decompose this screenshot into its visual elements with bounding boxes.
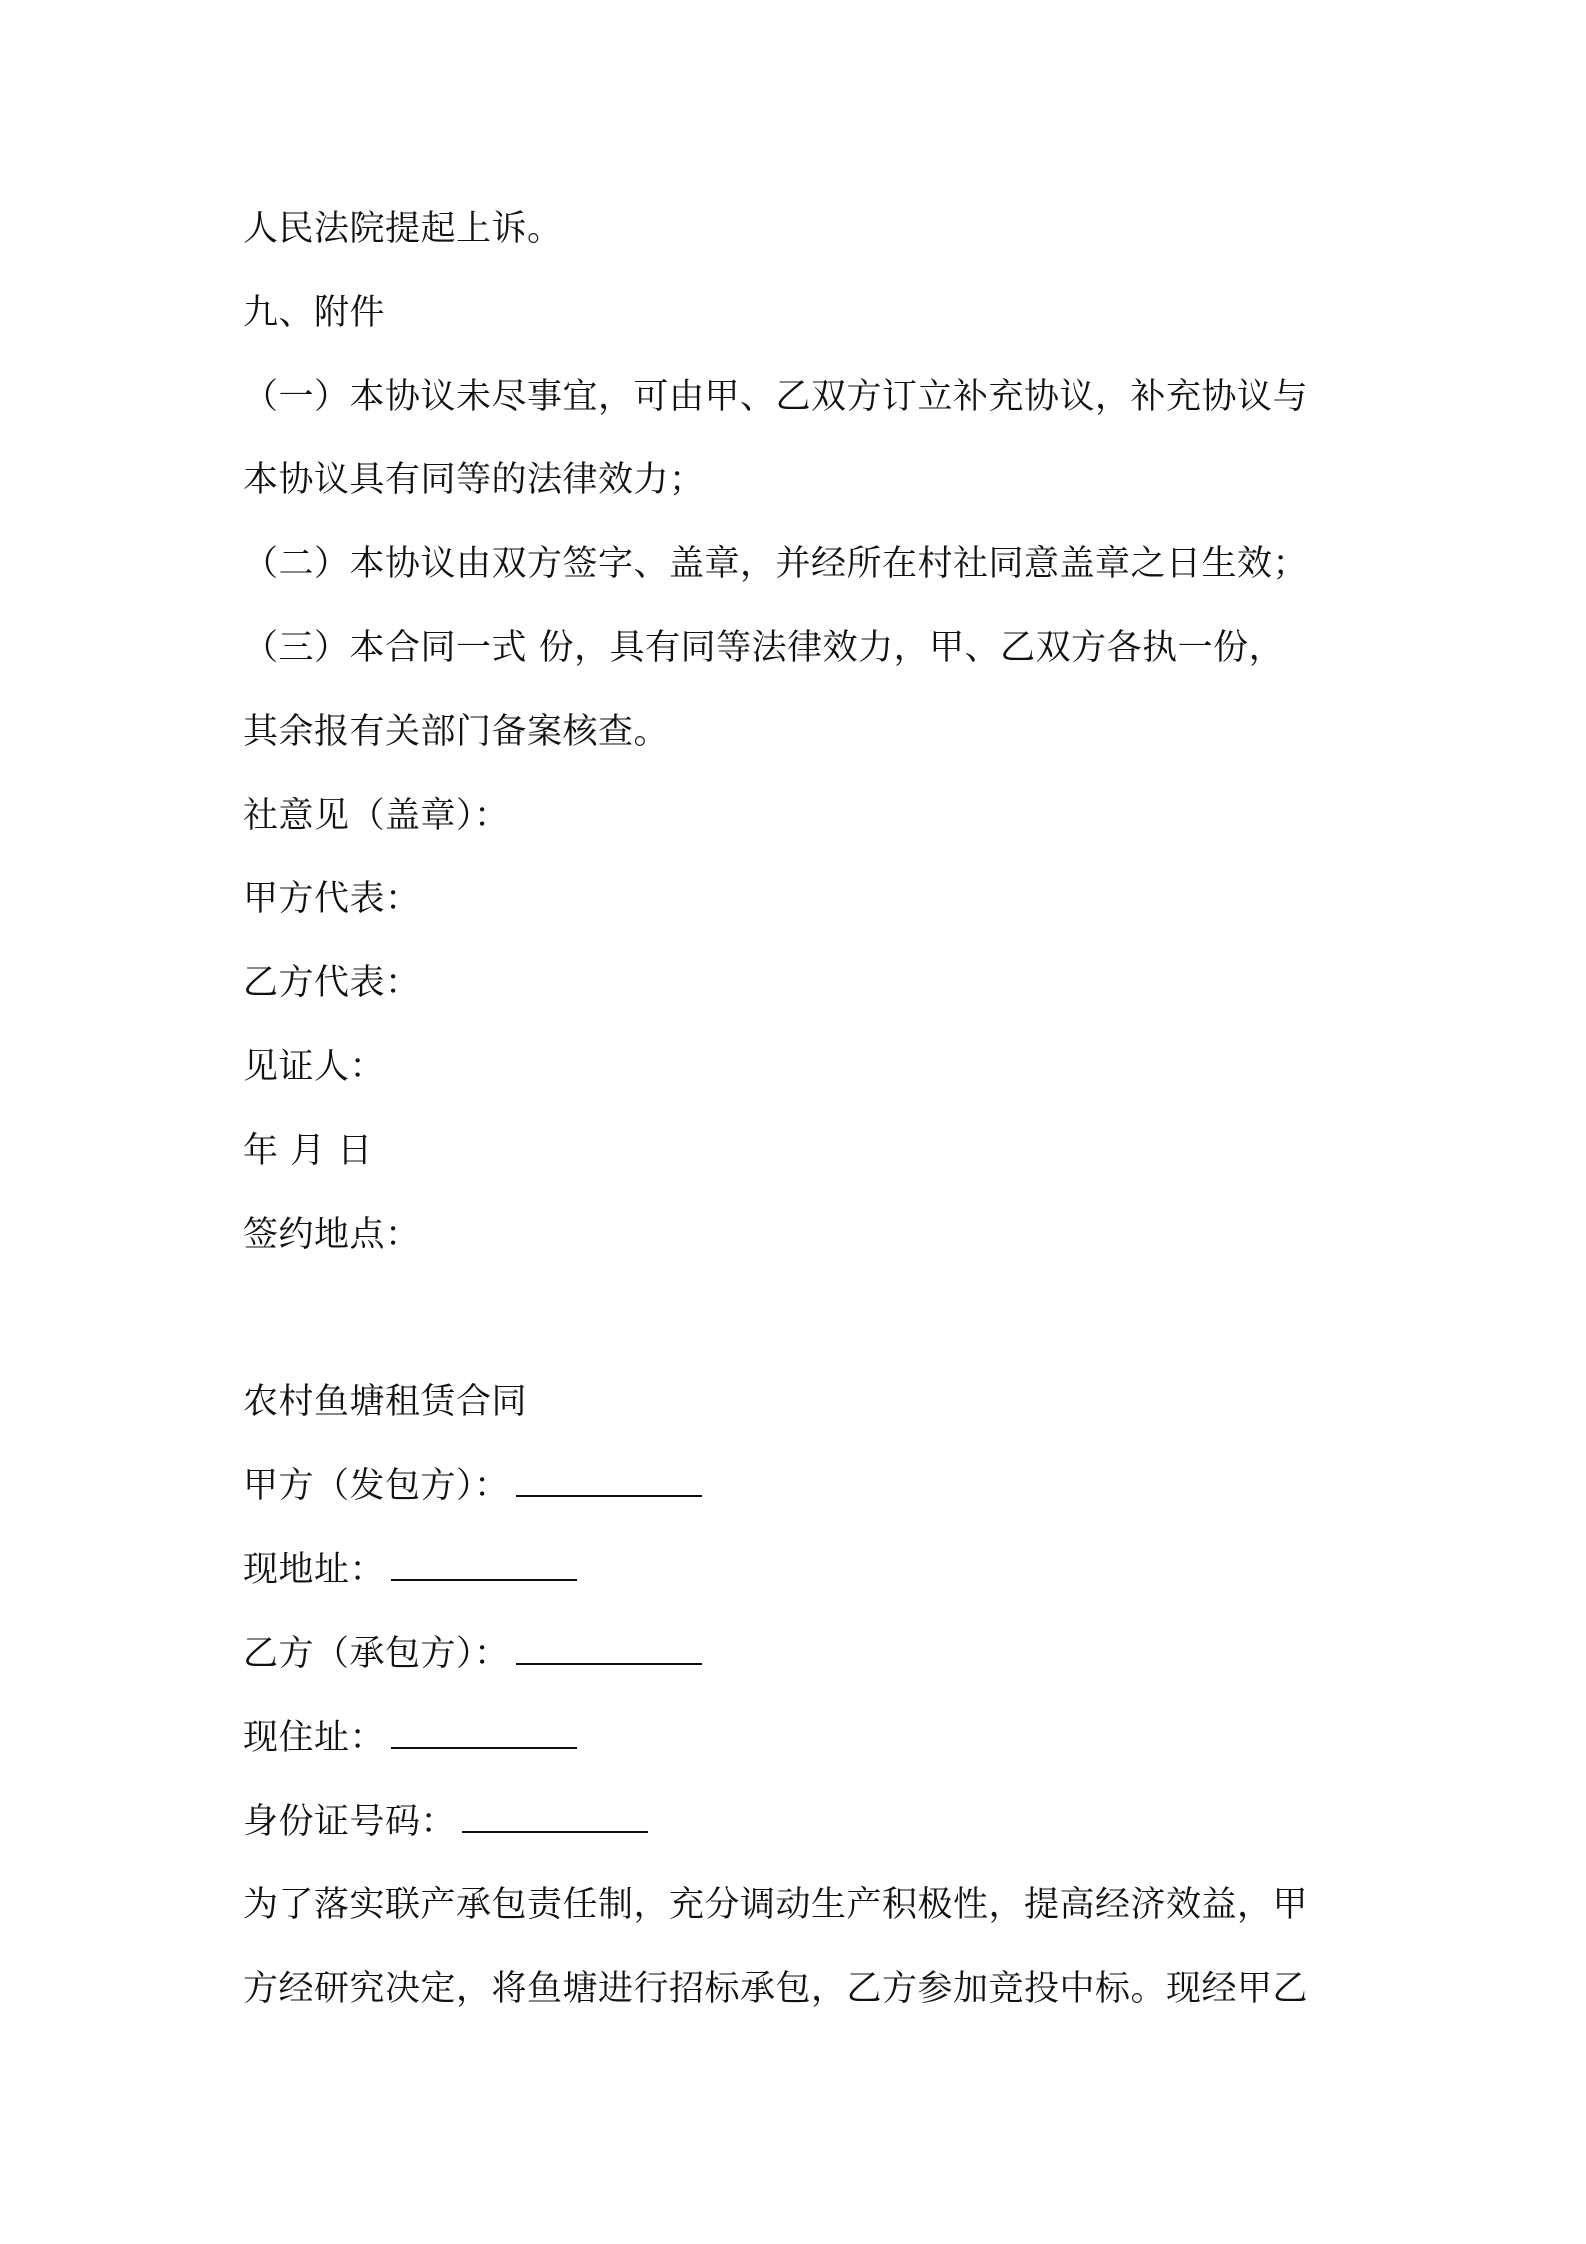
field-party-a xyxy=(243,1464,702,1508)
clause-3-line-1: （三）本合同一式 份，具有同等法律效力，甲、乙双方各执一份， xyxy=(243,628,1285,668)
clause-1-line-1: （一）本协议未尽事宜，可由甲、乙双方订立补充协议，补充协议与 xyxy=(243,377,1309,417)
field-id-number-label: 身份证号码： xyxy=(243,1802,457,1842)
field-residence-address xyxy=(243,1716,577,1760)
label-witness: 见证人： xyxy=(243,1047,386,1087)
label-party-b-representative: 乙方代表： xyxy=(243,963,421,1003)
field-party-a-blank xyxy=(516,1465,702,1497)
field-party-b-label: 乙方（承包方）： xyxy=(243,1634,510,1674)
label-signing-place: 签约地点： xyxy=(243,1215,421,1255)
field-id-number xyxy=(243,1800,648,1844)
document-page xyxy=(243,0,1363,2244)
label-community-opinion: 社意见（盖章）： xyxy=(243,796,510,836)
label-party-a-representative: 甲方代表： xyxy=(243,879,421,919)
preamble-line-1: 为了落实联产承包责任制，充分调动生产积极性，提高经济效益，甲 xyxy=(243,1885,1309,1925)
field-current-address-blank xyxy=(391,1549,577,1581)
clause-1-line-2: 本协议具有同等的法律效力； xyxy=(243,460,705,500)
field-party-b xyxy=(243,1632,702,1676)
field-current-address-label: 现地址： xyxy=(243,1550,386,1590)
field-residence-address-blank xyxy=(391,1717,577,1749)
section-heading-attachment: 九、附件 xyxy=(243,293,386,333)
clause-2: （二）本协议由双方签字、盖章，并经所在村社同意盖章之日生效； xyxy=(243,544,1309,584)
field-id-number-blank xyxy=(462,1801,648,1833)
clause-3-line-2: 其余报有关部门备案核查。 xyxy=(243,712,670,752)
field-current-address xyxy=(243,1548,577,1592)
field-party-a-label: 甲方（发包方）： xyxy=(243,1466,510,1506)
field-party-b-blank xyxy=(516,1633,702,1665)
preamble-line-2: 方经研究决定，将鱼塘进行招标承包，乙方参加竞投中标。现经甲乙 xyxy=(243,1969,1309,2009)
field-residence-address-label: 现住址： xyxy=(243,1718,386,1758)
contract-title: 农村鱼塘租赁合同 xyxy=(243,1382,528,1422)
text-line-appeal: 人民法院提起上诉。 xyxy=(243,209,563,249)
label-date: 年 月 日 xyxy=(243,1131,373,1171)
